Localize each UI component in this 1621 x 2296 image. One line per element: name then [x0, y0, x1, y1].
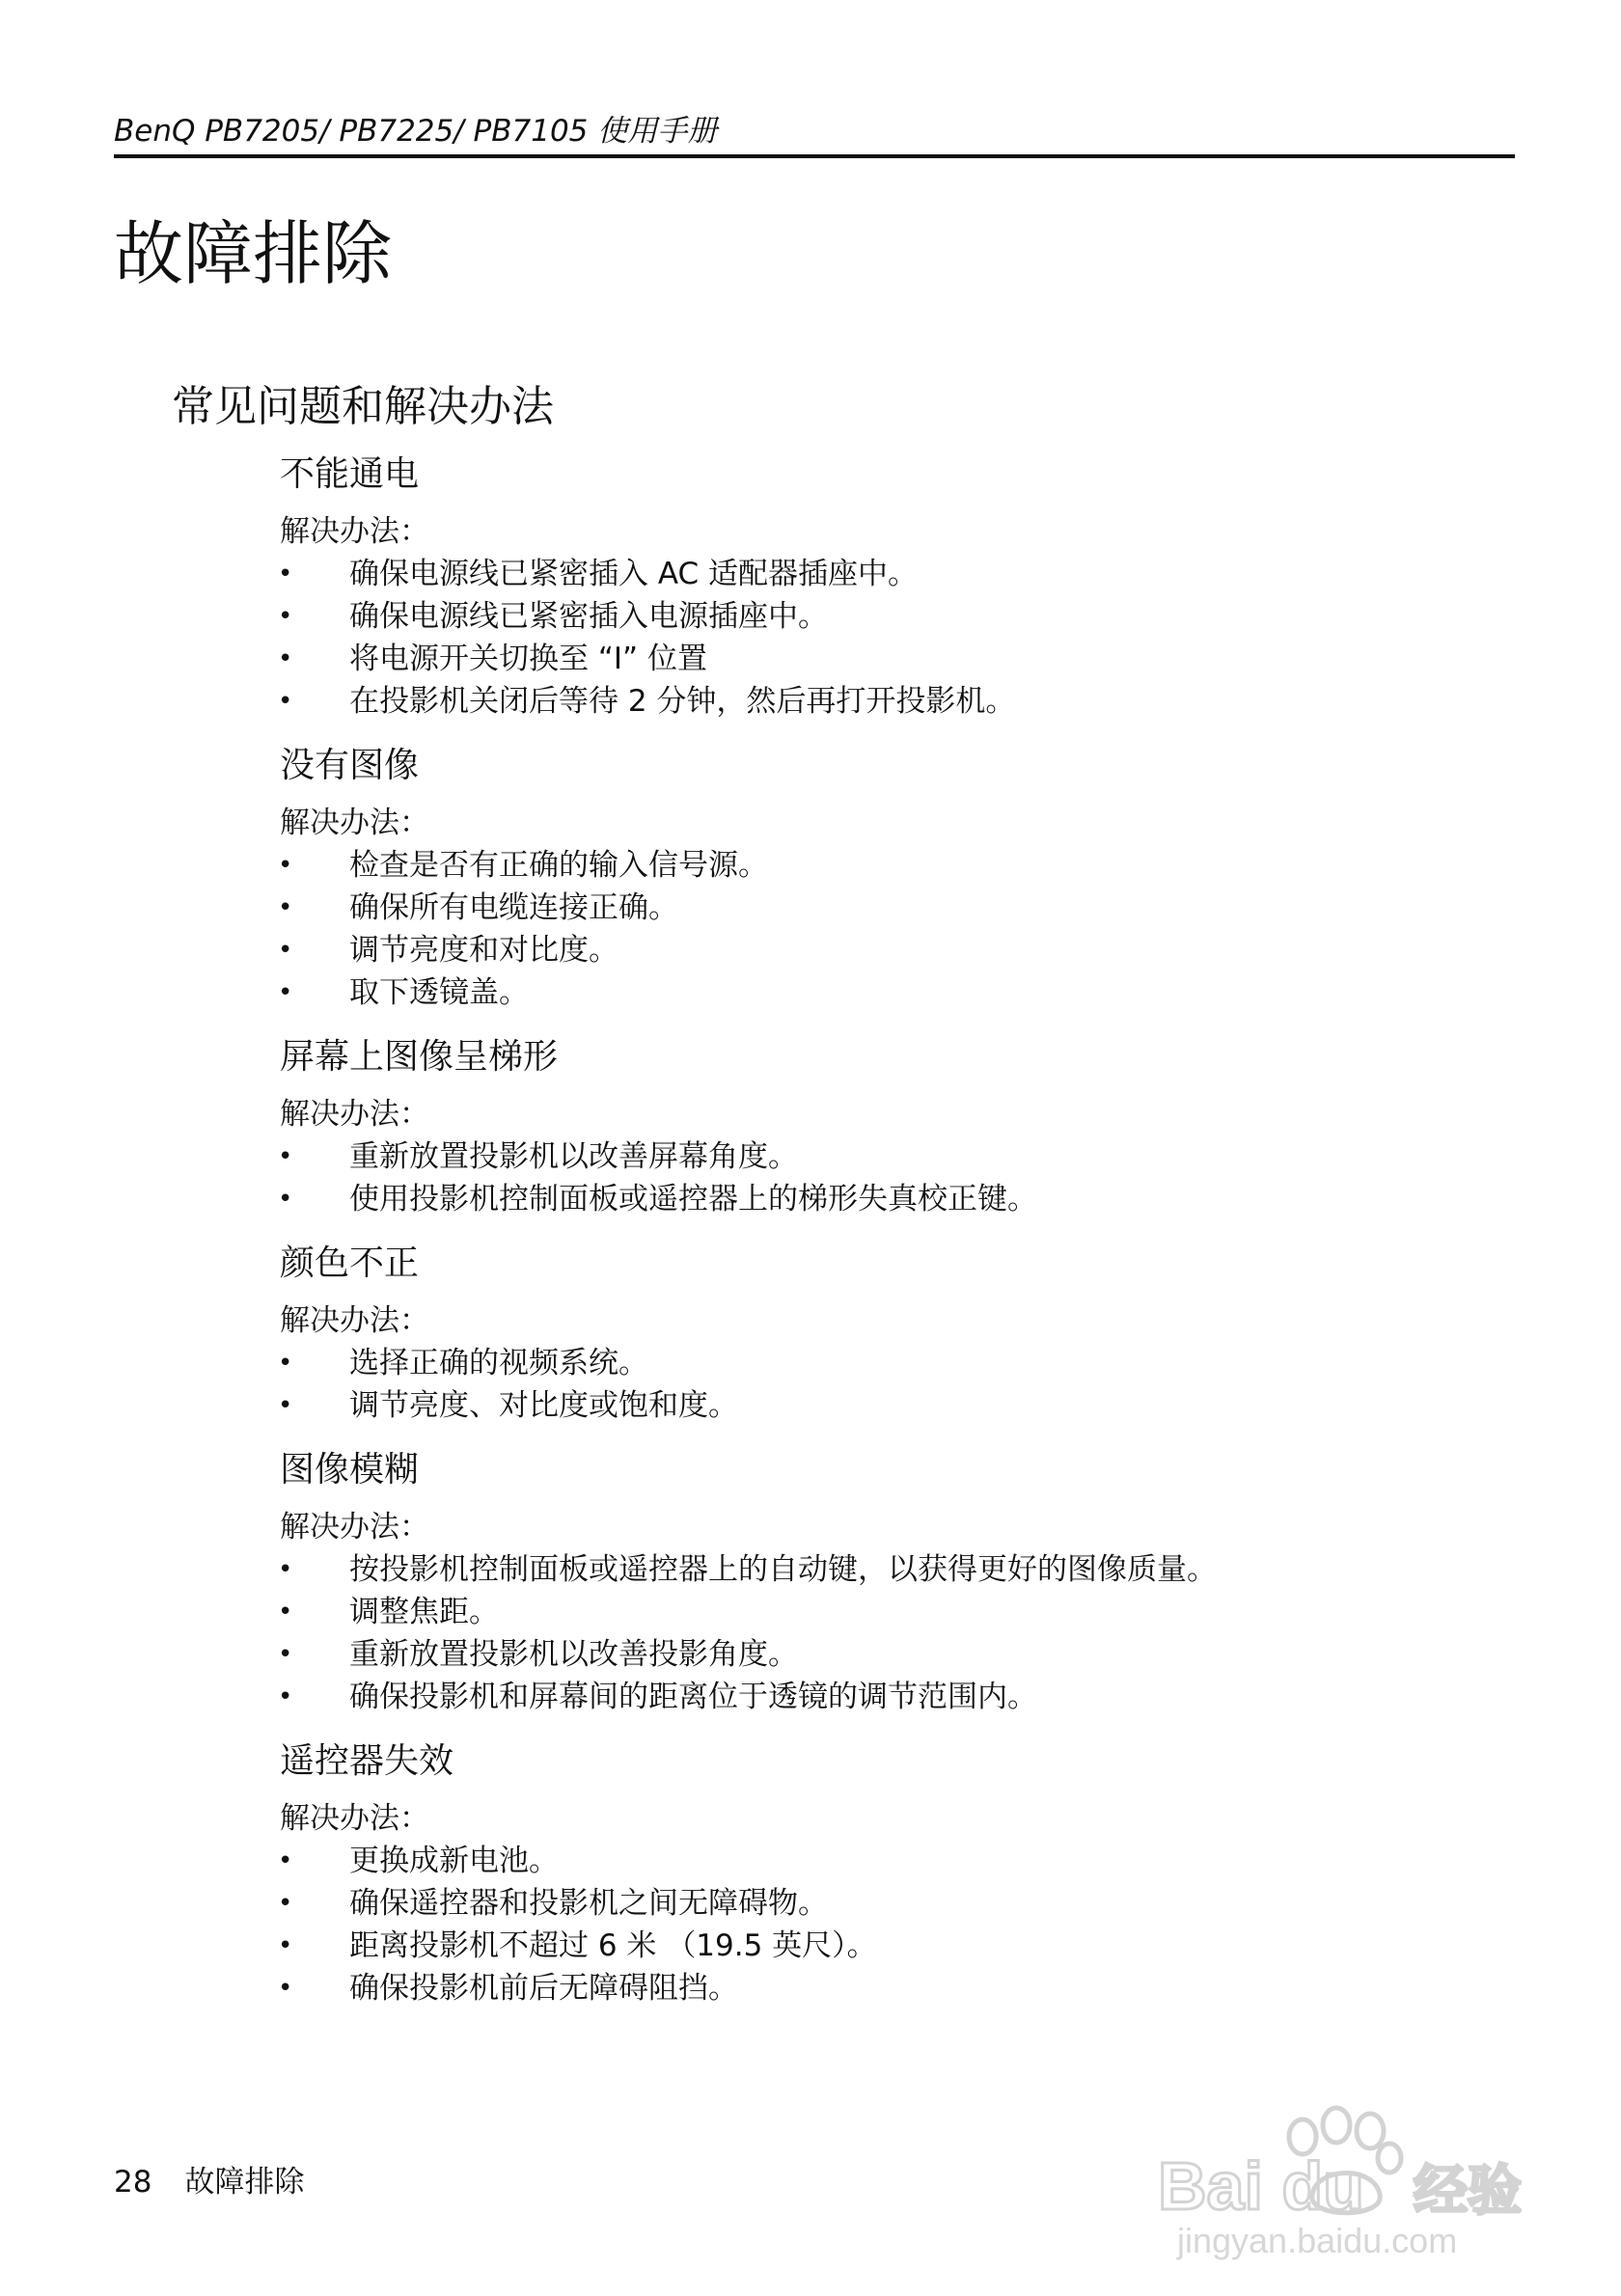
problem-color: [0, 1240, 1621, 1446]
list-item: [0, 680, 1621, 723]
list-item: [0, 1676, 1621, 1718]
problem-no-image: [0, 742, 1621, 1033]
solution-text: 确保电源线已紧密插入 AC 适配器插座中。: [349, 557, 919, 591]
solution-text: 距离投影机不超过 6 米 （19.5 英尺）。: [349, 1928, 877, 1963]
list-item: [0, 1135, 1621, 1178]
solution-text: 调节亮度、对比度或饱和度。: [349, 1388, 738, 1423]
running-header: BenQ PB7205/ PB7225/ PB7105 使用手册: [114, 114, 718, 149]
bullet: •: [278, 1846, 293, 1875]
solution-text: 确保投影机前后无障碍阻挡。: [349, 1971, 738, 2006]
solution-text: 确保投影机和屏幕间的距离位于透镜的调节范围内。: [349, 1680, 1037, 1714]
bullet: •: [278, 1889, 293, 1918]
bullet: •: [278, 1142, 293, 1171]
solution-label: 解决办法：: [280, 514, 429, 549]
solution-text: 调节亮度和对比度。: [349, 933, 618, 968]
watermark-brand: Bai du: [1158, 2148, 1364, 2224]
problem-remote: [0, 1737, 1621, 2009]
problem-title: 图像模糊: [280, 1450, 420, 1490]
problem-blurry: [0, 1446, 1621, 1737]
solution-text: 重新放置投影机以改善屏幕角度。: [349, 1139, 798, 1174]
problem-keystone: [0, 1033, 1621, 1240]
header-divider: [114, 154, 1515, 158]
footer-chapter: 故障排除: [184, 2165, 305, 2200]
page-number: 28: [114, 2165, 152, 2200]
solution-list: [0, 1548, 1621, 1718]
list-item: [0, 1925, 1621, 1967]
bullet: •: [278, 602, 293, 631]
list-item: [0, 1633, 1621, 1676]
solution-list: [0, 1342, 1621, 1427]
problem-title: 颜色不正: [280, 1244, 420, 1283]
solution-label: 解决办法：: [280, 1303, 429, 1338]
bullet: •: [278, 936, 293, 965]
solution-list: [0, 553, 1621, 723]
solution-text: 重新放置投影机以改善投影角度。: [349, 1637, 798, 1672]
solution-text: 调整焦距。: [349, 1595, 499, 1629]
baidu-watermark: [1148, 2089, 1553, 2262]
bullet: •: [278, 1349, 293, 1378]
list-item: [0, 844, 1621, 887]
solution-text: 确保遥控器和投影机之间无障碍物。: [349, 1886, 828, 1921]
solution-list: [0, 1135, 1621, 1220]
bullet: •: [278, 851, 293, 880]
solution-list: [0, 844, 1621, 1014]
solution-text: 使用投影机控制面板或遥控器上的梯形失真校正键。: [349, 1182, 1037, 1216]
list-item: [0, 1591, 1621, 1633]
problem-title: 遥控器失效: [280, 1741, 454, 1781]
solution-label: 解决办法：: [280, 1801, 429, 1836]
list-item: [0, 1840, 1621, 1882]
solution-text: 确保所有电缆连接正确。: [349, 890, 678, 925]
solution-text: 检查是否有正确的输入信号源。: [349, 848, 768, 883]
chapter-title: 故障排除: [114, 213, 393, 294]
bullet: •: [278, 1185, 293, 1214]
solution-text: 更换成新电池。: [349, 1844, 559, 1878]
list-item: [0, 1548, 1621, 1591]
solution-text: 按投影机控制面板或遥控器上的自动键，以获得更好的图像质量。: [349, 1552, 1217, 1587]
section-title: 常见问题和解决办法: [172, 382, 554, 431]
solution-label: 解决办法：: [280, 1510, 429, 1544]
solution-label: 解决办法：: [280, 1097, 429, 1132]
bullet: •: [278, 1598, 293, 1626]
solution-text: 选择正确的视频系统。: [349, 1346, 648, 1380]
solution-text: 取下透镜盖。: [349, 975, 529, 1010]
paw-logo-icon: [1148, 2089, 1553, 2262]
solution-text: 确保电源线已紧密插入电源插座中。: [349, 599, 828, 634]
problem-title: 屏幕上图像呈梯形: [280, 1037, 559, 1077]
list-item: [0, 929, 1621, 971]
list-item: [0, 1967, 1621, 2009]
svg-text:经验: 经验: [1414, 2160, 1522, 2223]
bullet: •: [278, 1931, 293, 1960]
bullet: •: [278, 1555, 293, 1584]
list-item: [0, 1342, 1621, 1384]
list-item: [0, 887, 1621, 929]
list-item: [0, 595, 1621, 638]
bullet: •: [278, 560, 293, 588]
list-item: [0, 971, 1621, 1014]
solution-text: 将电源开关切换至 “I” 位置: [349, 642, 707, 676]
solution-list: [0, 1840, 1621, 2009]
page-footer: [114, 2161, 304, 2203]
watermark-url: jingyan.baidu.com: [1177, 2221, 1458, 2260]
solution-label: 解决办法：: [280, 806, 429, 840]
list-item: [0, 1178, 1621, 1220]
bullet: •: [278, 1391, 293, 1420]
list-item: [0, 1384, 1621, 1427]
problem-title: 不能通电: [280, 454, 420, 494]
bullet: •: [278, 1640, 293, 1669]
bullet: •: [278, 687, 293, 716]
list-item: [0, 553, 1621, 595]
problem-title: 没有图像: [280, 746, 420, 785]
bullet: •: [278, 1974, 293, 2003]
solution-text: 在投影机关闭后等待 2 分钟，然后再打开投影机。: [349, 684, 1016, 719]
list-item: [0, 1882, 1621, 1925]
bullet: •: [278, 1682, 293, 1711]
bullet: •: [278, 978, 293, 1007]
problem-no-power: [0, 451, 1621, 742]
problem-list: [0, 451, 1621, 2009]
bullet: •: [278, 893, 293, 922]
list-item: [0, 638, 1621, 680]
bullet: •: [278, 644, 293, 673]
